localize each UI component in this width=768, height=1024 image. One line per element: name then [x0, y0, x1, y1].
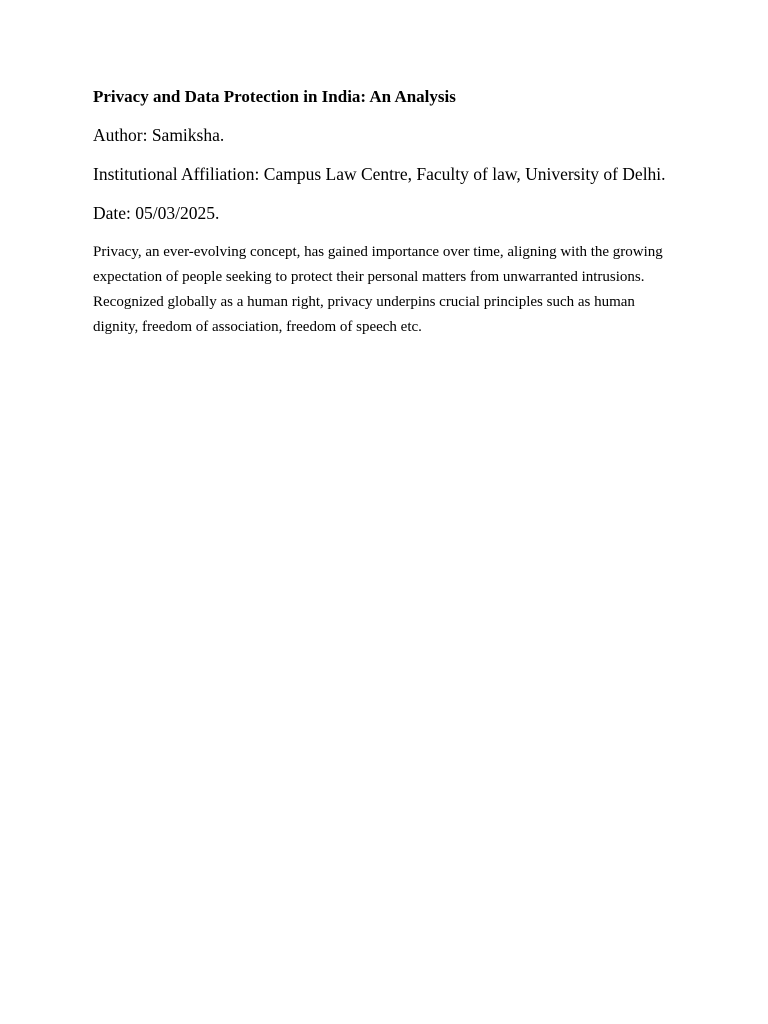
affiliation-line: Institutional Affiliation: Campus Law Centre, Faculty of law, University of Delhi.	[93, 164, 666, 184]
date-line: Date: 05/03/2025.	[93, 203, 220, 223]
abstract-paragraph: Privacy, an ever-evolving concept, has gained importance over time, aligning with the growing expectation of people seeking to protect their personal matters from unwarranted intrusions. Recognized globally as a human right, privacy underpins crucial principles such as human dignity, freedom of association, freedom of speech etc.	[93, 244, 663, 335]
document-page	[93, 84, 683, 340]
author-line: Author: Samiksha.	[93, 125, 225, 145]
document-title: Privacy and Data Protection in India: An Analysis	[93, 87, 456, 106]
